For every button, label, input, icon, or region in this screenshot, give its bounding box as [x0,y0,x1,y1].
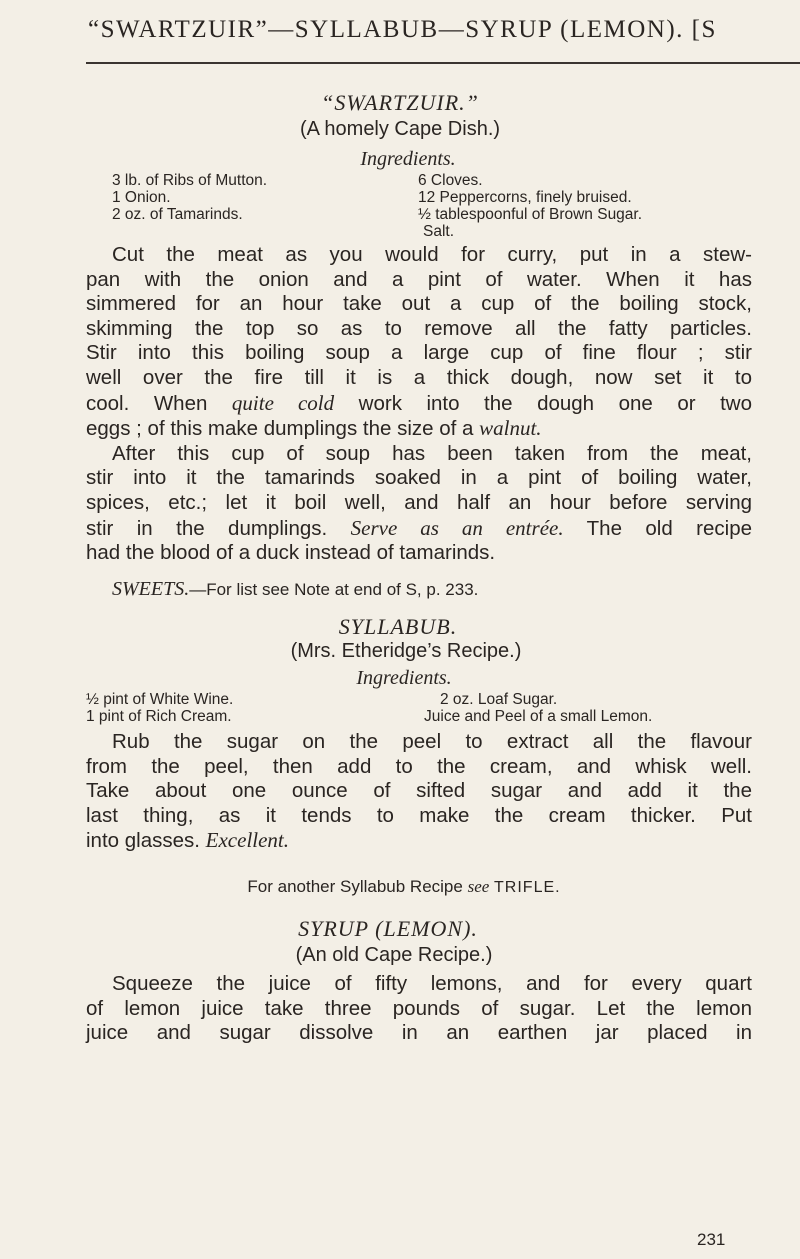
recipe-subtitle-syrup: (An old Cape Recipe.) [295,944,493,966]
text-line: of lemon juice take three pounds of sugar. Let the lemon [86,996,752,1020]
text-line: had the blood of a duck instead of tamarinds. [86,541,496,565]
ingredient-item: 1 Onion. [112,189,171,206]
syllabub-see-also-note: For another Syllabub Recipe see TRIFLE. [247,877,561,896]
text-line: Stir into this boiling soup a large cup of fine flour ; stir [86,341,752,365]
text-line: pan with the onion and a pint of water. When it has [86,267,752,291]
ingredient-item: ½ pint of White Wine. [86,691,234,708]
ingredient-item: 2 oz. of Tamarinds. [112,206,243,223]
syrup-method-paragraph [86,972,752,1046]
recipe-subtitle-swartzuir: (A homely Cape Dish.) [299,118,501,140]
text-line: stir into it the tamarinds soaked in a pint of boiling water, [86,466,752,490]
text-line: stir in the dumplings. Serve as an entrée. The old recipe [86,515,753,540]
italic-phrase: Serve as an entrée. [350,515,564,540]
sweets-title: SWEETS. [112,578,190,600]
ingredient-item: 1 pint of Rich Cream. [86,708,232,725]
header-rule [86,62,800,64]
ingredient-item: 2 oz. Loaf Sugar. [440,691,558,708]
ingredients-left-swartzuir [112,172,267,223]
text-line: eggs ; of this make dumplings the size of a walnut. [86,416,542,441]
text-line: into glasses. Excellent. [86,828,290,853]
italic-phrase: Excellent. [205,828,290,853]
ingredient-item: Juice and Peel of a small Lemon. [424,708,653,725]
text-line: Rub the sugar on the peel to extract all the flavour [112,730,752,753]
text-line: spices, etc.; let it boil well, and half an hour before serving [86,490,752,514]
recipe-title-syllabub: SYLLABUB. [338,614,458,639]
recipe-subtitle-syllabub: (Mrs. Etheridge’s Recipe.) [290,640,522,662]
ingredients-right-swartzuir [418,172,642,240]
sweets-note: SWEETS.—For list see Note at end of S, p. 233. [112,578,479,600]
ingredient-item: ½ tablespoonful of Brown Sugar. [418,206,643,223]
page-number: 231 [697,1230,726,1249]
recipe-title-swartzuir: “SWARTZUIR.” [321,90,479,115]
ingredients-left-syllabub [86,691,233,725]
italic-phrase: walnut. [479,416,542,441]
text-line: Take about one ounce of sifted sugar and add it the [86,779,752,803]
ingredients-right-syllabub [424,691,652,725]
text-line: last thing, as it tends to make the cream thicker. Put [86,803,752,827]
ingredient-item: 12 Peppercorns, finely bruised. [418,189,632,206]
text-line: from the peel, then add to the cream, and whisk well. [86,754,752,778]
swartzuir-method-paragraph [86,243,752,566]
syllabub-method-paragraph [86,730,752,854]
text-line: After this cup of soup has been taken from the meat, [112,441,752,465]
text-line: cool. When quite cold work into the dough one or two [86,390,752,415]
ingredient-item: 3 lb. of Ribs of Mutton. [112,172,268,189]
text-line: simmered for an hour take out a cup of the boiling stock, [86,292,752,316]
ingredients-heading-syllabub: Ingredients. [356,667,452,689]
ingredient-item: 6 Cloves. [418,172,483,189]
text-line: Cut the meat as you would for curry, put in a stew- [112,243,752,266]
ingredient-item: Salt. [423,223,455,240]
italic-phrase: quite cold [231,390,335,415]
cross-reference: TRIFLE. [494,879,561,896]
text-line: juice and sugar dissolve in an earthen jar placed in [86,1021,752,1045]
text-line: skimming the top so as to remove all the fatty particles. [86,316,752,340]
running-head: “SWARTZUIR”—SYLLABUB—SYRUP (LEMON). [S [88,16,717,43]
text-line: well over the fire till it is a thick dough, now set it to [86,365,752,389]
ingredients-heading-swartzuir: Ingredients. [360,148,456,170]
text-line: Squeeze the juice of fifty lemons, and for every quart [112,972,752,995]
recipe-title-syrup: SYRUP (LEMON). [298,916,478,941]
